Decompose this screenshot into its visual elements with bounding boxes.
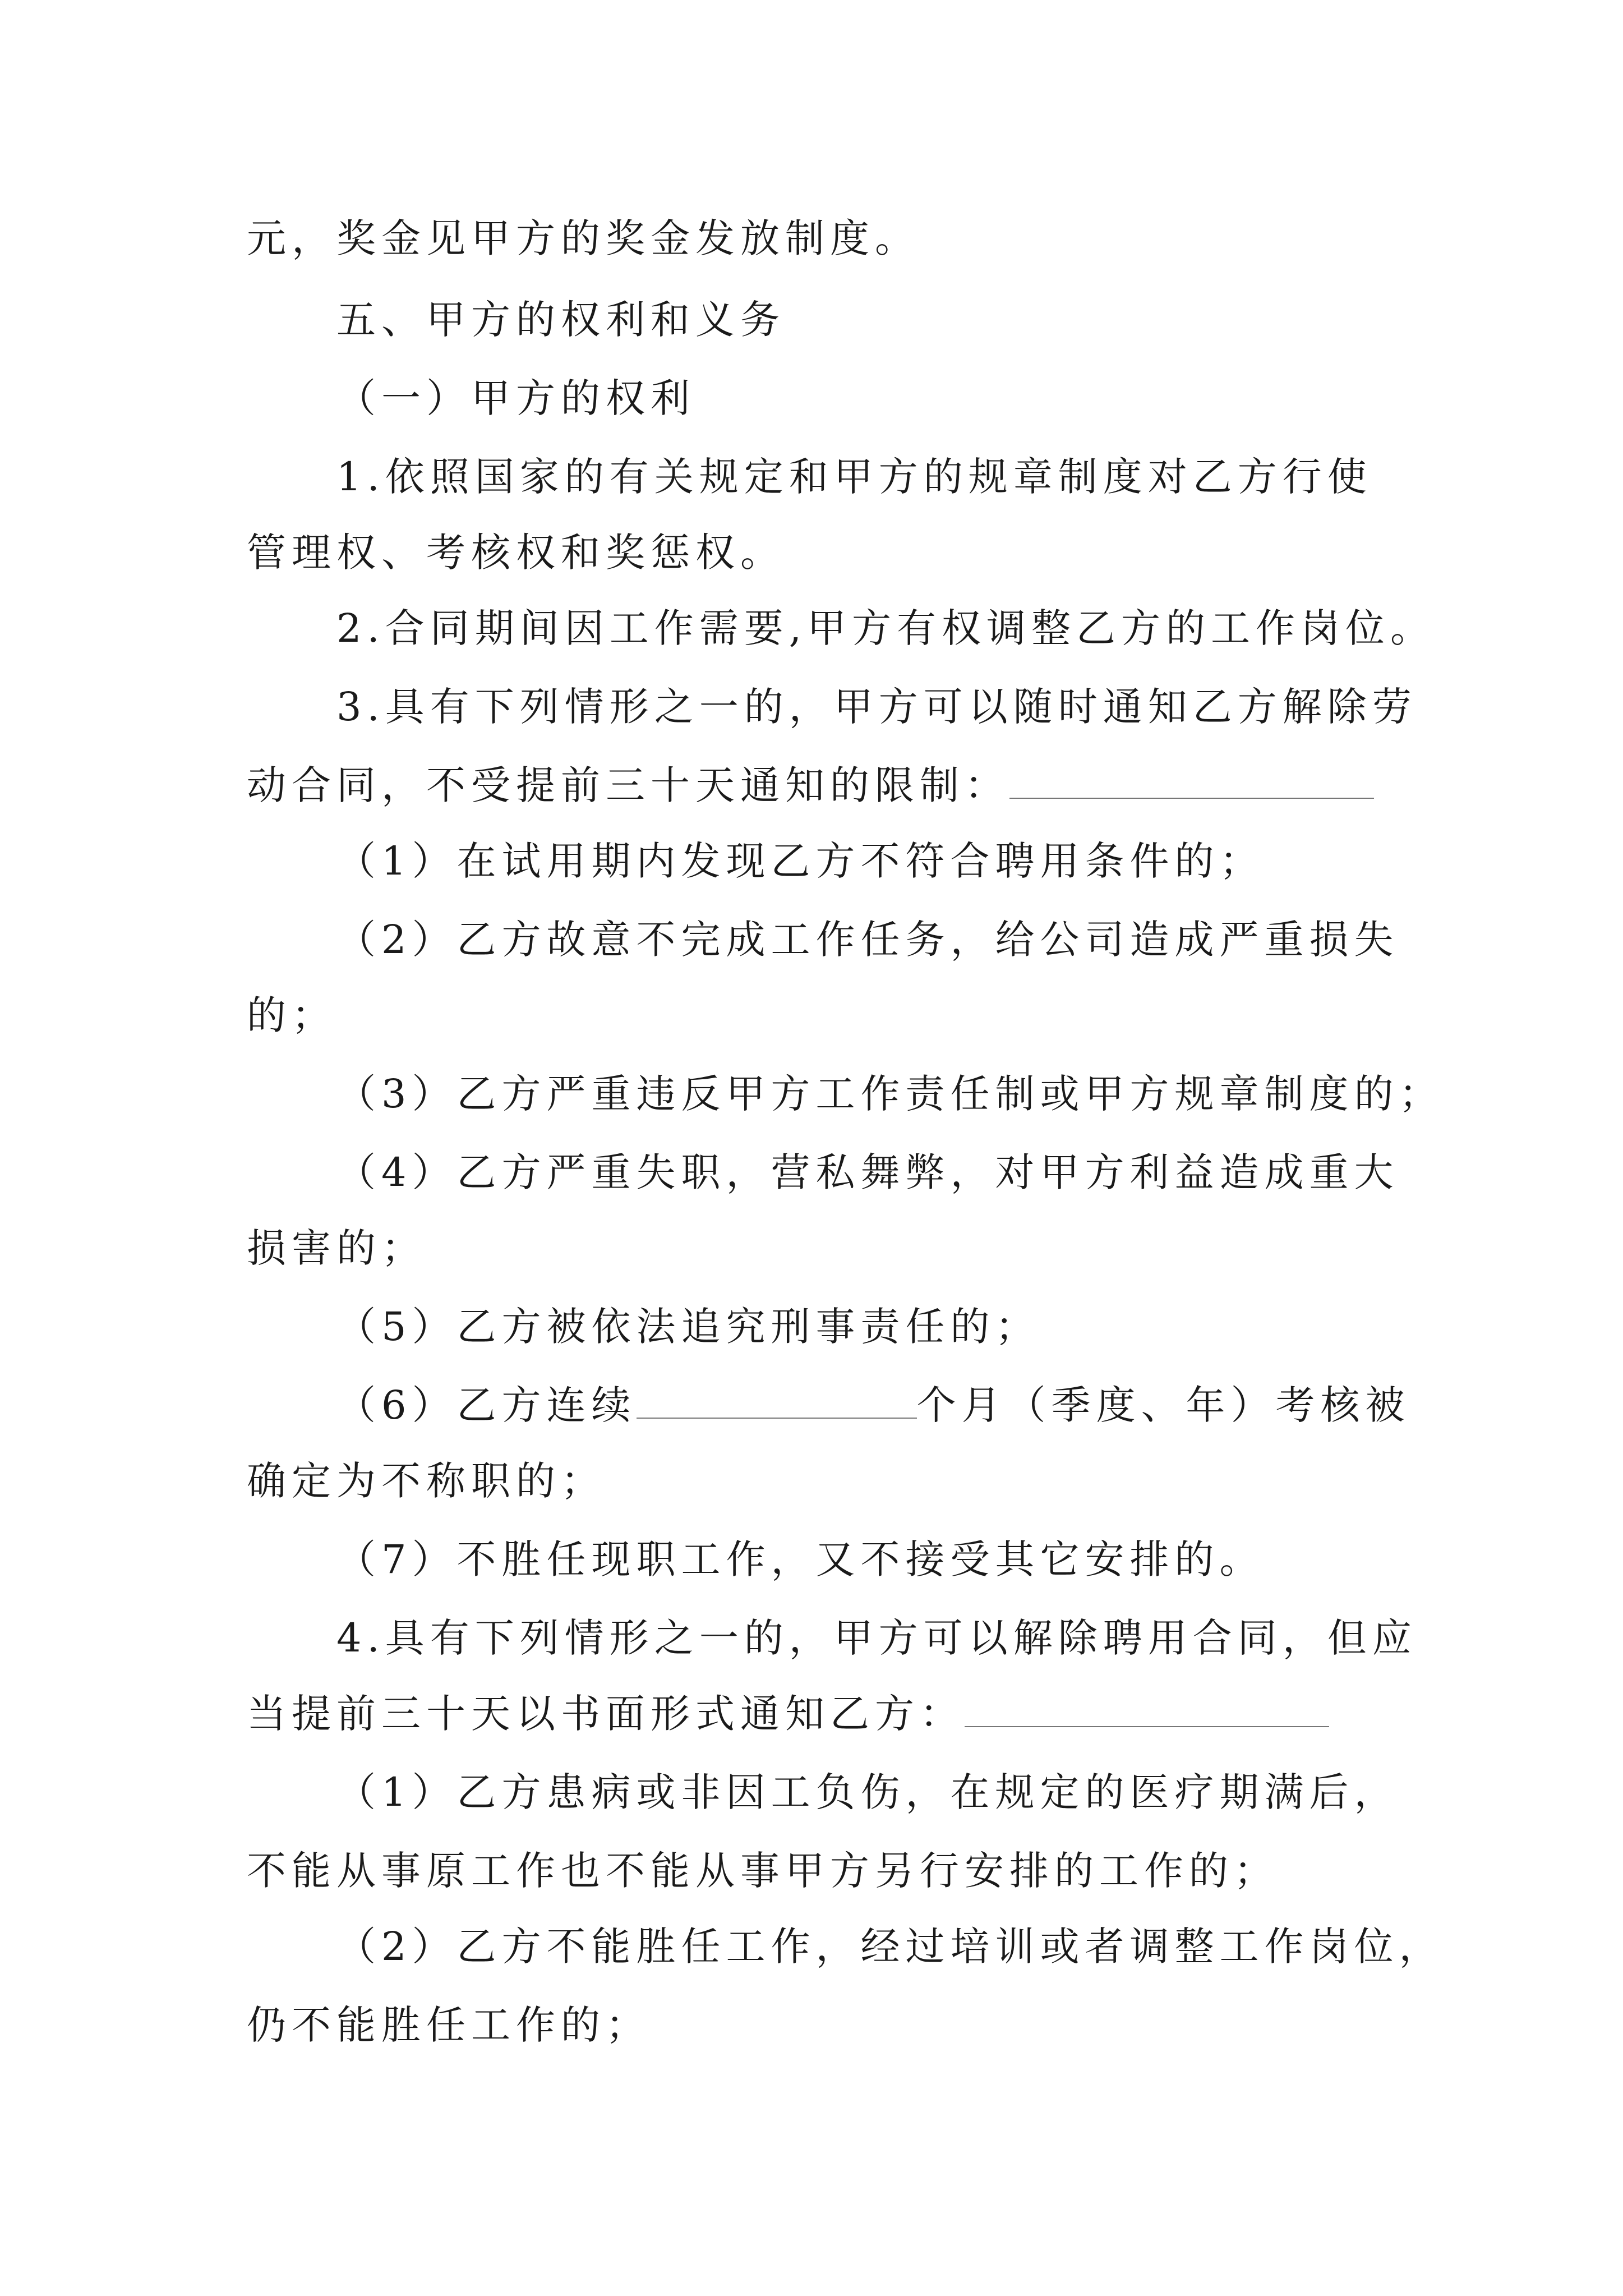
text-line: （1）在试用期内发现乙方不符合聘用条件的； [336,838,1265,884]
text-segment: 动合同，不受提前三十天通知的限制： [247,762,1009,808]
text-line: （5）乙方被依法追究刑事责任的； [336,1304,1040,1350]
text-line-with-blank [247,757,1374,813]
text-line: 确定为不称职的； [247,1458,606,1504]
text-line: 管理权、考核权和奖惩权。 [247,530,785,576]
text-line: 1.依照国家的有关规定和甲方的规章制度对乙方行使 [336,454,1372,500]
text-line: 元，奖金见甲方的奖金发放制度。 [247,215,920,261]
text-line: （2）乙方故意不完成工作任务，给公司造成严重损失 [336,917,1399,963]
text-line: 损害的； [247,1225,426,1271]
text-segment: （6）乙方连续 [336,1382,637,1428]
fill-in-blank[interactable] [1009,762,1374,799]
subsection-heading: （一）甲方的权利 [336,375,695,421]
text-line: 仍不能胜任工作的； [247,2002,651,2048]
text-segment: 个月（季度、年）考核被 [916,1382,1410,1428]
text-line: 的； [247,992,336,1038]
fill-in-blank[interactable] [965,1690,1329,1727]
text-line: 2.合同期间因工作需要,甲方有权调整乙方的工作岗位。 [336,605,1436,651]
text-line: 4.具有下列情形之一的，甲方可以解除聘用合同，但应 [336,1615,1417,1661]
text-line: （3）乙方严重违反甲方工作责任制或甲方规章制度的； [336,1071,1444,1117]
text-line: 不能从事原工作也不能从事甲方另行安排的工作的； [247,1848,1279,1894]
text-line-with-blank [336,1377,1410,1433]
text-line: （2）乙方不能胜任工作，经过培训或者调整工作岗位， [336,1924,1444,1970]
text-segment: 当提前三十天以书面形式通知乙方： [247,1691,965,1737]
fill-in-blank[interactable] [637,1382,917,1419]
text-line: （4）乙方严重失职，营私舞弊，对甲方利益造成重大 [336,1149,1399,1195]
text-line-with-blank [247,1686,1329,1742]
section-heading: 五、甲方的权利和义务 [336,297,785,343]
text-line: 3.具有下列情形之一的，甲方可以随时通知乙方解除劳 [336,684,1417,730]
text-line: （7）不胜任现职工作，又不接受其它安排的。 [336,1536,1265,1582]
text-line: （1）乙方患病或非因工负伤，在规定的医疗期满后， [336,1769,1399,1815]
